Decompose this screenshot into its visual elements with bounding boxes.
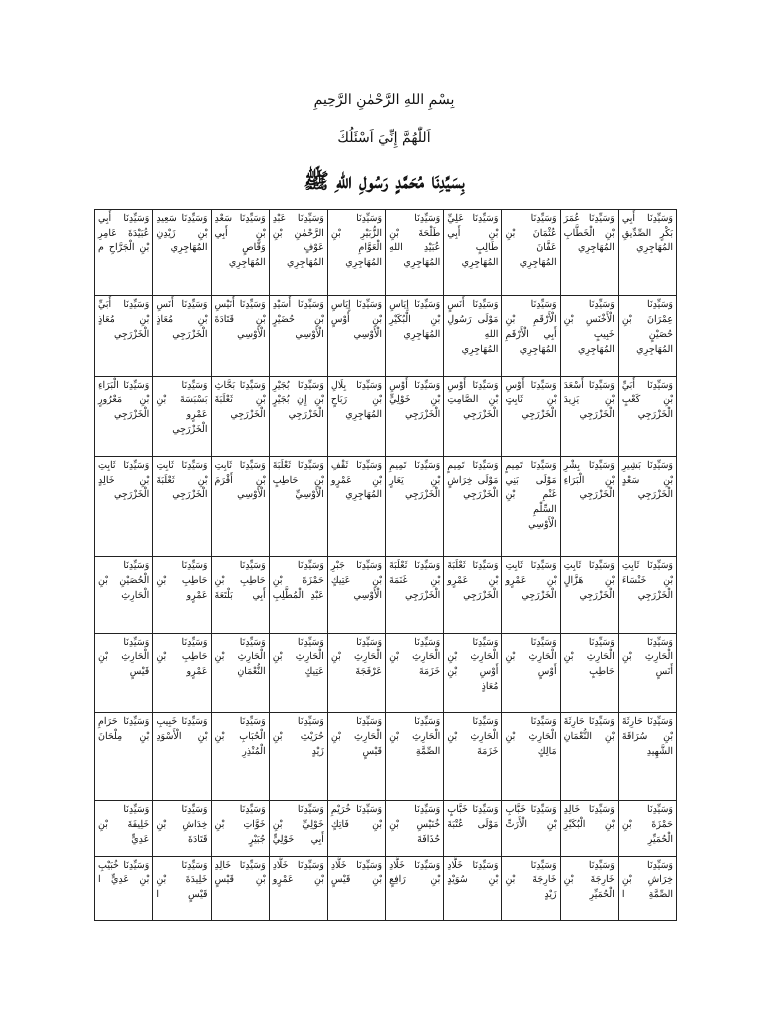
companion-name: وَسَيِّدِنَا تَمِيمٍ مَوْلَى بَنِي غَنْمِ بْنِ السِّلْمِ الْأَوْسِي [505, 460, 557, 530]
table-cell [327, 376, 385, 456]
table-cell [502, 801, 560, 856]
companion-name: وَسَيِّدِنَا أَبِي بَكْرٍ الصِّدِّيقِ المُهَاجِرِي [621, 213, 673, 254]
table-cell [269, 557, 327, 633]
companion-name: وَسَيِّدِنَا خَوَّاتِ بْنِ جُبَيْرٍ [214, 804, 266, 845]
table-cell [444, 801, 502, 856]
table-cell [153, 296, 211, 376]
companion-name: وَسَيِّدِنَا بَحَّاثِ بْنِ ثَعْلَبَةَ الْخَزْرَجِي [214, 379, 266, 421]
table-cell [327, 713, 385, 801]
table-cell [386, 296, 444, 376]
table-cell [211, 633, 269, 712]
companion-name: وَسَيِّدِنَا طَلْحَةَ بْنِ عُبَيْدِ اللهِ المُهَاجِرِي [389, 213, 441, 269]
companion-name: وَسَيِّدِنَا الْحُبَابِ بْنِ الْمُنْذِرِ [214, 716, 266, 757]
table-cell [560, 801, 618, 856]
table-cell [444, 376, 502, 456]
companion-name: وَسَيِّدِنَا خَلِيدَةَ بْنِ قَيْسٍ ا [156, 859, 208, 901]
table-cell [211, 557, 269, 633]
table-row [95, 296, 677, 376]
companion-name: وَسَيِّدِنَا الْحَارِثِ بْنِ النُّعْمَانِ [214, 636, 266, 678]
table-cell [95, 633, 153, 712]
table-row [95, 713, 677, 801]
table-cell [269, 296, 327, 376]
table-cell [386, 633, 444, 712]
companion-name: وَسَيِّدِنَا أَوْسِ بْنِ ثَابِتٍ الْخَزْرَجِي [505, 379, 557, 421]
companion-name: وَسَيِّدِنَا حَمْزَةَ بْنِ عَبْدِ الْمُطَّلِبِ [272, 560, 324, 601]
table-cell [327, 633, 385, 712]
companion-name: وَسَيِّدِنَا ثَابِتِ بْنِ ثَعْلَبَةَ الْخَزْرَجِي [156, 460, 208, 501]
table-cell [95, 557, 153, 633]
companion-name: وَسَيِّدِنَا تَمِيمٍ مَوْلَى خِرَاشٍ الْخَزْرَجِي [447, 460, 499, 501]
table-cell [327, 210, 385, 296]
table-cell [269, 856, 327, 920]
table-cell [502, 557, 560, 633]
table-cell [560, 376, 618, 456]
table-cell [444, 457, 502, 557]
table-cell [618, 713, 676, 801]
companion-name: وَسَيِّدِنَا خَلَّادِ بْنِ قَيْسٍ [330, 859, 383, 886]
table-cell [444, 557, 502, 633]
companion-name: وَسَيِّدِنَا ثَابِتِ بْنِ خَالِدٍ الْخَزْرَجِي [98, 460, 150, 501]
companion-name: وَسَيِّدِنَا خِدَاشِ بْنِ قَتَادَةَ [156, 804, 208, 845]
companion-name: وَسَيِّدِنَا حَمْزَةَ بْنِ الْحُمَيِّرِ [621, 804, 673, 845]
names-table [94, 209, 677, 921]
companion-name: وَسَيِّدِنَا الْأَخْنَسِ بْنِ خَبِيبٍ المُهَاجِرِي [563, 299, 615, 355]
table-cell [444, 713, 502, 801]
table-cell [618, 210, 676, 296]
companion-name: وَسَيِّدِنَا ثَابِتِ بْنِ عَمْرٍو الْخَزْرَجِي [505, 560, 557, 601]
table-cell [502, 210, 560, 296]
companion-name: وَسَيِّدِنَا بُجَيْرِ بْنِ إِنِ بُجَيْرٍ الْخَزْرَجِي [272, 379, 324, 421]
table-cell [386, 457, 444, 557]
table-cell [211, 801, 269, 856]
table-cell [386, 713, 444, 801]
companion-name: وَسَيِّدِنَا الْحَارِثِ بْنِ خَزَمَةَ [389, 636, 441, 678]
companion-name: وَسَيِّدِنَا سَعِيدِ بْنِ زَيْدِنِ المُهَاجِرِي [156, 213, 208, 254]
table-cell [618, 376, 676, 456]
basmala: بِسْمِ اللهِ الرَّحْمٰنِ الرَّحِيمِ [313, 92, 455, 108]
table-cell [444, 633, 502, 712]
companion-name: وَسَيِّدِنَا أَنَسٍ مَوْلَى رَسُولِ اللهِ المُهَاجِرِي [447, 299, 499, 355]
companion-name: وَسَيِّدِنَا الْحَارِثِ بْنِ أَوْسٍ [505, 636, 557, 678]
companion-name: وَسَيِّدِنَا ثَعْلَبَةَ بْنِ غَنَمَةَ الْخَزْرَجِي [389, 560, 441, 601]
table-cell [211, 856, 269, 920]
table-cell [560, 633, 618, 712]
companion-name: وَسَيِّدِنَا أُنَيْسِ بْنِ قَتَادَةَ الْأَوْسِي [214, 299, 266, 340]
table-cell [327, 557, 385, 633]
table-row [95, 801, 677, 856]
companion-name: وَسَيِّدِنَا حَارِثَةَ بْنِ سُرَاقَةَ الشَّهِيدِ [621, 716, 673, 757]
companion-name: وَسَيِّدِنَا الْحَارِثِ بْنِ خَزَمَةَ [447, 716, 499, 757]
table-row [95, 856, 677, 920]
table-cell [153, 557, 211, 633]
companion-name: وَسَيِّدِنَا حَارِثَةَ بْنِ النُّعْمَانِ [563, 716, 615, 742]
table-cell [444, 210, 502, 296]
table-cell [327, 801, 385, 856]
table-cell [444, 296, 502, 376]
companion-name: وَسَيِّدِنَا بِشْرِ بْنِ الْبَرَاءِ الْخَزْرَجِي [563, 460, 615, 501]
table-row [95, 210, 677, 296]
companion-name: وَسَيِّدِنَا إِيَاسِ بْنِ الْبُكَيْرِ المُهَاجِرِي [389, 299, 441, 340]
table-cell [95, 856, 153, 920]
companion-name: وَسَيِّدِنَا عِمْرَانَ بْنِ حُصَيْنٍ المُهَاجِرِي [621, 299, 673, 355]
table-cell [269, 713, 327, 801]
table-cell [153, 856, 211, 920]
table-cell [560, 557, 618, 633]
companion-name: وَسَيِّدِنَا جَبْرِ بْنِ عَتِيكٍ الْأَوْسِي [330, 560, 383, 601]
table-cell [269, 633, 327, 712]
companion-name: وَسَيِّدِنَا خَبَّابِ بْنِ الْأَرَتِّ [505, 804, 557, 831]
table-cell [269, 376, 327, 456]
companion-name: وَسَيِّدِنَا أُسَيْدِ بْنِ حُضَيْرٍ الْأَوْسِي [272, 299, 324, 340]
companion-name: وَسَيِّدِنَا الْبَرَاءِ بْنِ مَعْرُورٍ الْخَزْرَجِي [98, 379, 150, 421]
companion-name: وَسَيِّدِنَا ثَابِتِ بْنِ هَزَّالٍ الْخَزْرَجِي [563, 560, 615, 601]
companion-name: وَسَيِّدِنَا خَبِيبِ بْنِ الْأَسْوَدِ [156, 716, 208, 742]
companion-name: وَسَيِّدِنَا إِيَاسِ بْنِ أَوْسٍ الْأَوْسِي [330, 299, 383, 340]
page-title: بِسَيِّدِنَا مُحَمَّدٍ رَسُولِ اللهِ ﷺ [303, 168, 465, 193]
companion-name: وَسَيِّدِنَا الْحَارِثِ بْنِ قَيْسٍ [330, 716, 383, 757]
companion-name: وَسَيِّدِنَا عَلِيِّ بْنِ أَبِي طَالِبٍ المُهَاجِرِي [447, 213, 499, 269]
table-cell [95, 296, 153, 376]
table-cell [95, 713, 153, 801]
companion-name: وَسَيِّدِنَا خَالِدِ بْنِ قَيْسٍ [214, 859, 266, 886]
table-cell [618, 856, 676, 920]
companion-name: وَسَيِّدِنَا خَالِدِ بْنِ الْبُكَيْرِ [563, 804, 615, 831]
table-cell [211, 210, 269, 296]
companion-name: وَسَيِّدِنَا ثَقْفِ بْنِ عَمْرٍو المُهَاجِرِي [330, 460, 383, 501]
table-cell [618, 296, 676, 376]
table-cell [444, 856, 502, 920]
table-cell [269, 457, 327, 557]
table-cell [618, 557, 676, 633]
companion-name: وَسَيِّدِنَا خَلَّادِ بْنِ عَمْرٍو [272, 859, 324, 886]
table-cell [502, 856, 560, 920]
table-cell [502, 376, 560, 456]
table-cell [95, 457, 153, 557]
table-cell [560, 856, 618, 920]
companion-name: وَسَيِّدِنَا ثَابِتِ بْنِ خَنْسَاءَ الْخَزْرَجِي [621, 560, 673, 601]
table-cell [502, 713, 560, 801]
companion-name: وَسَيِّدِنَا الْحَارِثِ بْنِ قَيْسٍ [98, 636, 150, 678]
companion-name: وَسَيِّدِنَا خَلَّادِ بْنِ رَافِعٍ [389, 859, 441, 886]
table-cell [153, 713, 211, 801]
companion-name: وَسَيِّدِنَا أُبَيِّ بْنِ مُعَاذٍ الْخَزْرَجِي [98, 299, 150, 340]
companion-name: وَسَيِّدِنَا بِلَالِ بْنِ رَبَاحٍ المُهَاجِرِي [330, 379, 383, 421]
companion-name: وَسَيِّدِنَا بَشِيرِ بْنِ سَعْدٍ الْخَزْرَجِي [621, 460, 673, 501]
companion-name: وَسَيِّدِنَا خَارِجَةَ بْنِ الْحُمَيِّرِ [563, 859, 615, 901]
companion-name: وَسَيِّدِنَا حُرَيْثِ بْنِ زَيْدٍ [272, 716, 324, 757]
table-cell [618, 633, 676, 712]
table-row [95, 557, 677, 633]
table-row [95, 633, 677, 712]
companion-name: وَسَيِّدِنَا حَاطِبِ بْنِ عَمْرٍو [156, 560, 208, 601]
companion-name: وَسَيِّدِنَا خَلِيفَةَ بْنِ عَدِيٍّ [98, 804, 150, 845]
table-cell [153, 633, 211, 712]
companion-name: وَسَيِّدِنَا خُرَيْمِ بْنِ فَاتِكٍ [330, 804, 383, 831]
companion-name: وَسَيِّدِنَا الْحُصَيْنِ بْنِ الْحَارِثِ [98, 560, 150, 601]
table-cell [327, 296, 385, 376]
table-cell [95, 376, 153, 456]
companion-name: وَسَيِّدِنَا أَسْعَدَ بْنِ يَزِيدَ الْخَزْرَجِي [563, 379, 615, 421]
table-cell [386, 856, 444, 920]
companion-name: وَسَيِّدِنَا ثَعْلَبَةَ بْنِ حَاطِبٍ الْأَوْسِيِّ [272, 460, 324, 501]
table-cell [560, 713, 618, 801]
companion-name: وَسَيِّدِنَا الْحَارِثِ بْنِ الصِّمَّةِ [389, 716, 441, 757]
table-cell [211, 376, 269, 456]
companion-name: وَسَيِّدِنَا الْحَارِثِ بْنِ مَالِكٍ [505, 716, 557, 757]
companion-name: وَسَيِّدِنَا أَوْسِ بْنِ خَوْلِيٍّ الْخَزْرَجِي [389, 379, 441, 421]
companion-name: وَسَيِّدِنَا حَاطِبِ بْنِ أَبِي بَلْتَعَةَ [214, 560, 266, 601]
dua-line: اَللّٰهُمَّ إِنِّيَ اَسْئَلُكَ [337, 130, 431, 146]
companion-name: وَسَيِّدِنَا الْحَارِثِ بْنِ أَنَسٍ [621, 636, 673, 678]
companion-name: وَسَيِّدِنَا حَرَامِ بْنِ مِلْحَانَ [98, 716, 150, 742]
companion-name: وَسَيِّدِنَا تَمِيمِ بْنِ يَعَارٍ الْخَزْرَجِي [389, 460, 441, 501]
names-table-body [95, 210, 677, 921]
table-cell [618, 801, 676, 856]
table-cell [269, 210, 327, 296]
companion-name: وَسَيِّدِنَا خَبَّابٍ مَوْلَى عُتْبَةَ [447, 804, 499, 831]
companion-name: وَسَيِّدِنَا أُبَيِّ بْنِ كَعْبٍ الْخَزْرَجِي [621, 379, 673, 421]
table-cell [153, 801, 211, 856]
companion-name: وَسَيِّدِنَا أَبِي عُبَيْدَةَ عَامِرِ بْنِ الْجَرَّاحِ م [98, 213, 150, 254]
companion-name: وَسَيِّدِنَا خَوْلِيِّ بْنِ أَبِي خَوْلِيٍّ [272, 804, 324, 845]
table-cell [327, 457, 385, 557]
companion-name: وَسَيِّدِنَا الْحَارِثِ بْنِ عَرْفَجَةَ [330, 636, 383, 678]
companion-name: وَسَيِّدِنَا خَلَّادِ بْنِ سُوَيْدٍ [447, 859, 499, 886]
companion-name: وَسَيِّدِنَا خَارِجَةَ بْنِ زَيْدٍ [505, 859, 557, 901]
table-cell [386, 557, 444, 633]
companion-name: وَسَيِّدِنَا ثَعْلَبَةَ بْنِ عَمْرٍو الْخَزْرَجِي [447, 560, 499, 601]
table-cell [502, 633, 560, 712]
table-cell [560, 210, 618, 296]
table-row [95, 376, 677, 456]
companion-name: وَسَيِّدِنَا أَنَسِ بْنِ مُعَاذٍ الْخَزْرَجِي [156, 299, 208, 340]
companion-name: وَسَيِّدِنَا خُنَيْسِ بْنِ حُذَافَةَ [389, 804, 441, 845]
table-cell [153, 210, 211, 296]
table-row [95, 457, 677, 557]
table-cell [502, 296, 560, 376]
companion-name: وَسَيِّدِنَا خُبَيْبِ بْنِ عَدِيٍّ ا [98, 859, 150, 886]
table-cell [502, 457, 560, 557]
companion-name: وَسَيِّدِنَا الْحَارِثِ بْنِ أَوْسِ بْنِ مُعَاذٍ [447, 636, 499, 692]
companion-name: وَسَيِّدِنَا خِرَاشِ بْنِ الصِّمَّةِ ا [621, 859, 673, 901]
companion-name: وَسَيِّدِنَا الْحَارِثِ بْنِ عَتِيكٍ [272, 636, 324, 678]
companion-name: وَسَيِّدِنَا حَاطِبِ بْنِ عَمْرٍو [156, 636, 208, 678]
table-cell [386, 210, 444, 296]
companion-name: وَسَيِّدِنَا ثَابِتِ بْنِ أَقْرَمَ الْأَوْسِي [214, 460, 266, 501]
table-cell [560, 296, 618, 376]
companion-name: وَسَيِّدِنَا الْحَارِثِ بْنِ حَاطِبٍ [563, 636, 615, 678]
table-cell [95, 210, 153, 296]
companion-name: وَسَيِّدِنَا عَبْدِ الرَّحْمٰنِ بْنِ عَوْفٍ المُهَاجِرِي [272, 213, 324, 269]
table-cell [386, 801, 444, 856]
companion-name: وَسَيِّدِنَا أَوْسِ بْنِ الصَّامِتِ الْخَزْرَجِي [447, 379, 499, 421]
companion-name: وَسَيِّدِنَا سَعْدِ بْنِ أَبِي وَقَّاصٍ المُهَاجِرِي [214, 213, 266, 269]
companion-name: وَسَيِّدِنَا بَسْبَسَةَ بْنِ عَمْرٍو الْخَزْرَجِي [156, 379, 208, 435]
companion-name: وَسَيِّدِنَا الزُّبَيْرِ بْنِ الْعَوَّامِ المُهَاجِرِي [330, 213, 383, 269]
table-cell [153, 457, 211, 557]
table-cell [211, 296, 269, 376]
table-cell [386, 376, 444, 456]
table-cell [327, 856, 385, 920]
companion-name: وَسَيِّدِنَا الْأَرْقَمِ بْنِ أَبِي الْأَرْقَمِ المُهَاجِرِي [505, 299, 557, 355]
table-cell [618, 457, 676, 557]
table-cell [269, 801, 327, 856]
table-cell [211, 713, 269, 801]
table-cell [560, 457, 618, 557]
table-cell [153, 376, 211, 456]
table-cell [211, 457, 269, 557]
table-cell [95, 801, 153, 856]
companion-name: وَسَيِّدِنَا عُثْمَانَ بْنِ عَفَّانَ المُهَاجِرِي [505, 213, 557, 269]
companion-name: وَسَيِّدِنَا عُمَرَ بْنِ الْخَطَّابِ المُهَاجِرِي [563, 213, 615, 254]
